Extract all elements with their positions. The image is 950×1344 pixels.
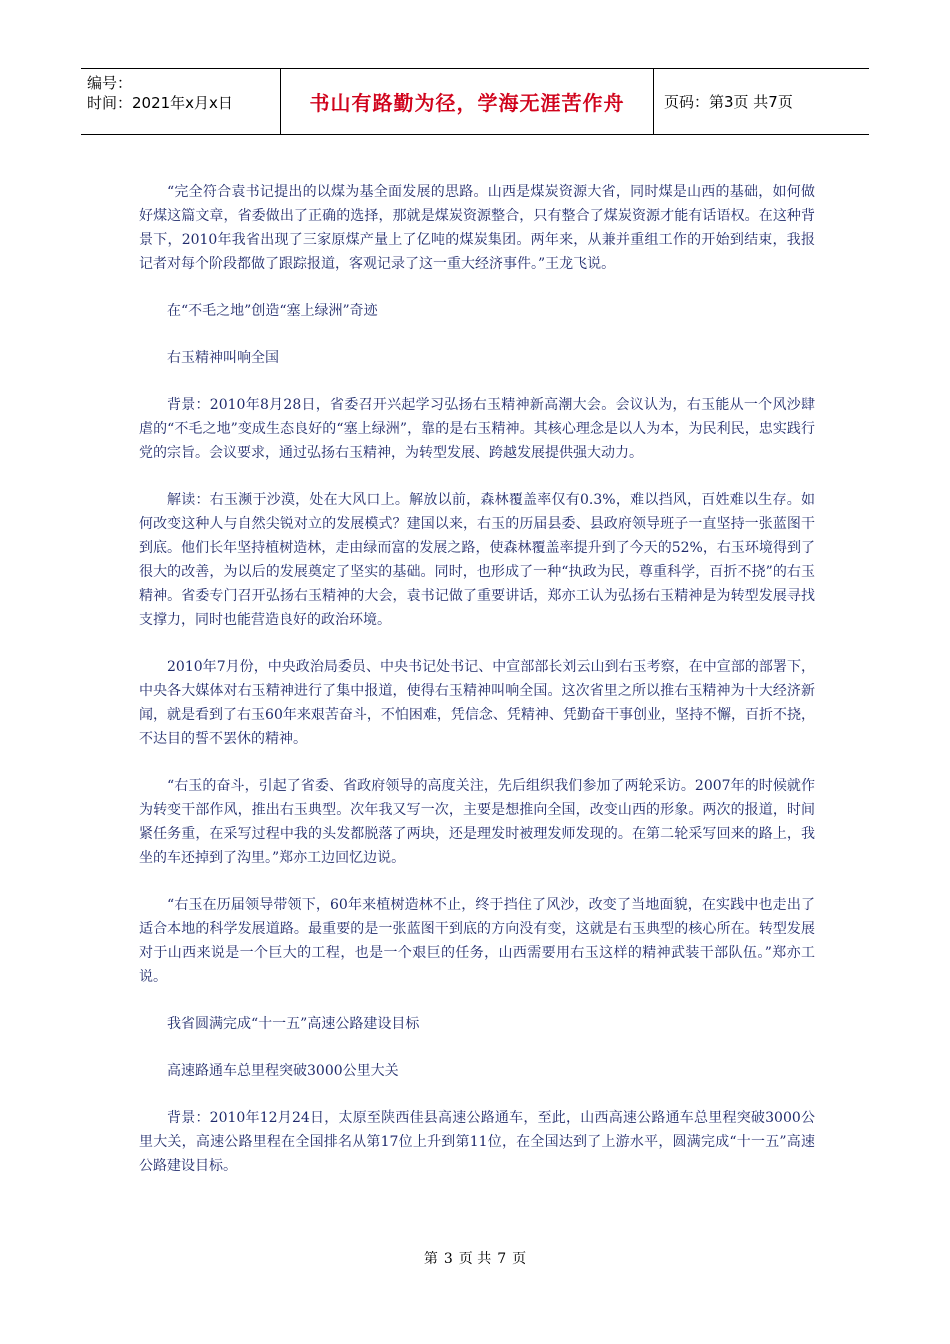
header-page-code: 页码：第3页 共7页 [664, 93, 793, 111]
footer-current-page: 3 [443, 1251, 453, 1267]
paragraph: “右玉在历届领导带领下，60年来植树造林不止，终于挡住了风沙，改变了当地面貌，在实践中也走出了适合本地的科学发展道路。最重要的是一张蓝图干到底的方向没有变，这就是右玉典型的核心所在。转型发展对于山西来说是一个巨大的工程，也是一个艰巨的任务，山西需要用右玉这样的精神武装干部队伍。”郑亦工说。 [139, 897, 815, 985]
footer-middle: 页 共 [458, 1251, 492, 1267]
serial-label: 编号： [87, 74, 133, 92]
paragraph: 背景：2010年12月24日，太原至陕西佳县高速公路通车，至此，山西高速公路通车总里程突破3000公里大关，高速公路里程在全国排名从第17位上升到第11位，在全国达到了上游水平，圆满完成“十一五”高速公路建设目标。 [139, 1110, 815, 1174]
page-footer [0, 1248, 950, 1268]
section-subheading: 高速路通车总里程突破3000公里大关 [167, 1063, 399, 1079]
paragraph: 背景：2010年8月28日，省委召开兴起学习弘扬右玉精神新高潮大会。会议认为，右玉能从一个风沙肆虐的“不毛之地”变成生态良好的“塞上绿洲”，靠的是右玉精神。其核心理念是以人为本，为民利民，忠实践行党的宗旨。会议要求，通过弘扬右玉精神，为转型发展、跨越发展提供强大动力。 [139, 397, 815, 461]
header-motto: 书山有路勤为径，学海无涯苦作舟 [281, 69, 654, 134]
page-header [81, 68, 869, 135]
date-label: 时间：2021年x月x日 [87, 94, 233, 112]
paragraph: “右玉的奋斗，引起了省委、省政府领导的高度关注，先后组织我们参加了两轮采访。2007年的时候就作为转变干部作风，推出右玉典型。次年我又写一次，主要是想推向全国，改变山西的形象。两次的报道，时间紧任务重，在采写过程中我的头发都脱落了两块，还是理发时被理发师发现的。在第二轮采写回来的路上，我坐的车还掉到了沟里。”郑亦工边回忆边说。 [139, 778, 815, 866]
section-heading: 在“不毛之地”创造“塞上绿洲”奇迹 [167, 303, 378, 319]
paragraph: 解读：右玉濒于沙漠，处在大风口上。解放以前，森林覆盖率仅有0.3%，难以挡风，百姓难以生存。如何改变这种人与自然尖锐对立的发展模式？建国以来，右玉的历届县委、县政府领导班子一直坚持一张蓝图干到底。他们长年坚持植树造林，走由绿而富的发展之路，使森林覆盖率提升到了今天的52%，右玉环境得到了很大的改善，为以后的发展奠定了坚实的基础。同时，也形成了一种“执政为民，尊重科学，百折不挠”的右玉精神。省委专门召开弘扬右玉精神的大会，袁书记做了重要讲话，郑亦工认为弘扬右玉精神是为转型发展寻找支撑力，同时也能营造良好的政治环境。 [139, 492, 815, 628]
document-body [139, 180, 815, 1201]
section-heading: 我省圆满完成“十一五”高速公路建设目标 [167, 1016, 420, 1032]
footer-suffix: 页 [512, 1251, 527, 1267]
header-meta [81, 69, 281, 134]
paragraph: 2010年7月份，中央政治局委员、中央书记处书记、中宣部部长刘云山到右玉考察，在中宣部的部署下，中央各大媒体对右玉精神进行了集中报道，使得右玉精神叫响全国。这次省里之所以推右玉精神为十大经济新闻，就是看到了右玉60年来艰苦奋斗，不怕困难，凭信念、凭精神、凭勤奋干事创业，坚持不懈，百折不挠，不达目的誓不罢休的精神。 [139, 659, 815, 747]
footer-prefix: 第 [423, 1251, 438, 1267]
section-subheading: 右玉精神叫响全国 [167, 350, 279, 366]
footer-total-pages: 7 [497, 1251, 507, 1267]
paragraph: “完全符合袁书记提出的以煤为基全面发展的思路。山西是煤炭资源大省，同时煤是山西的基础，如何做好煤这篇文章，省委做出了正确的选择，那就是煤炭资源整合，只有整合了煤炭资源才能有话语权。在这种背景下，2010年我省出现了三家原煤产量上了亿吨的煤炭集团。两年来，从兼并重组工作的开始到结束，我报记者对每个阶段都做了跟踪报道，客观记录了这一重大经济事件。”王龙飞说。 [139, 184, 815, 272]
